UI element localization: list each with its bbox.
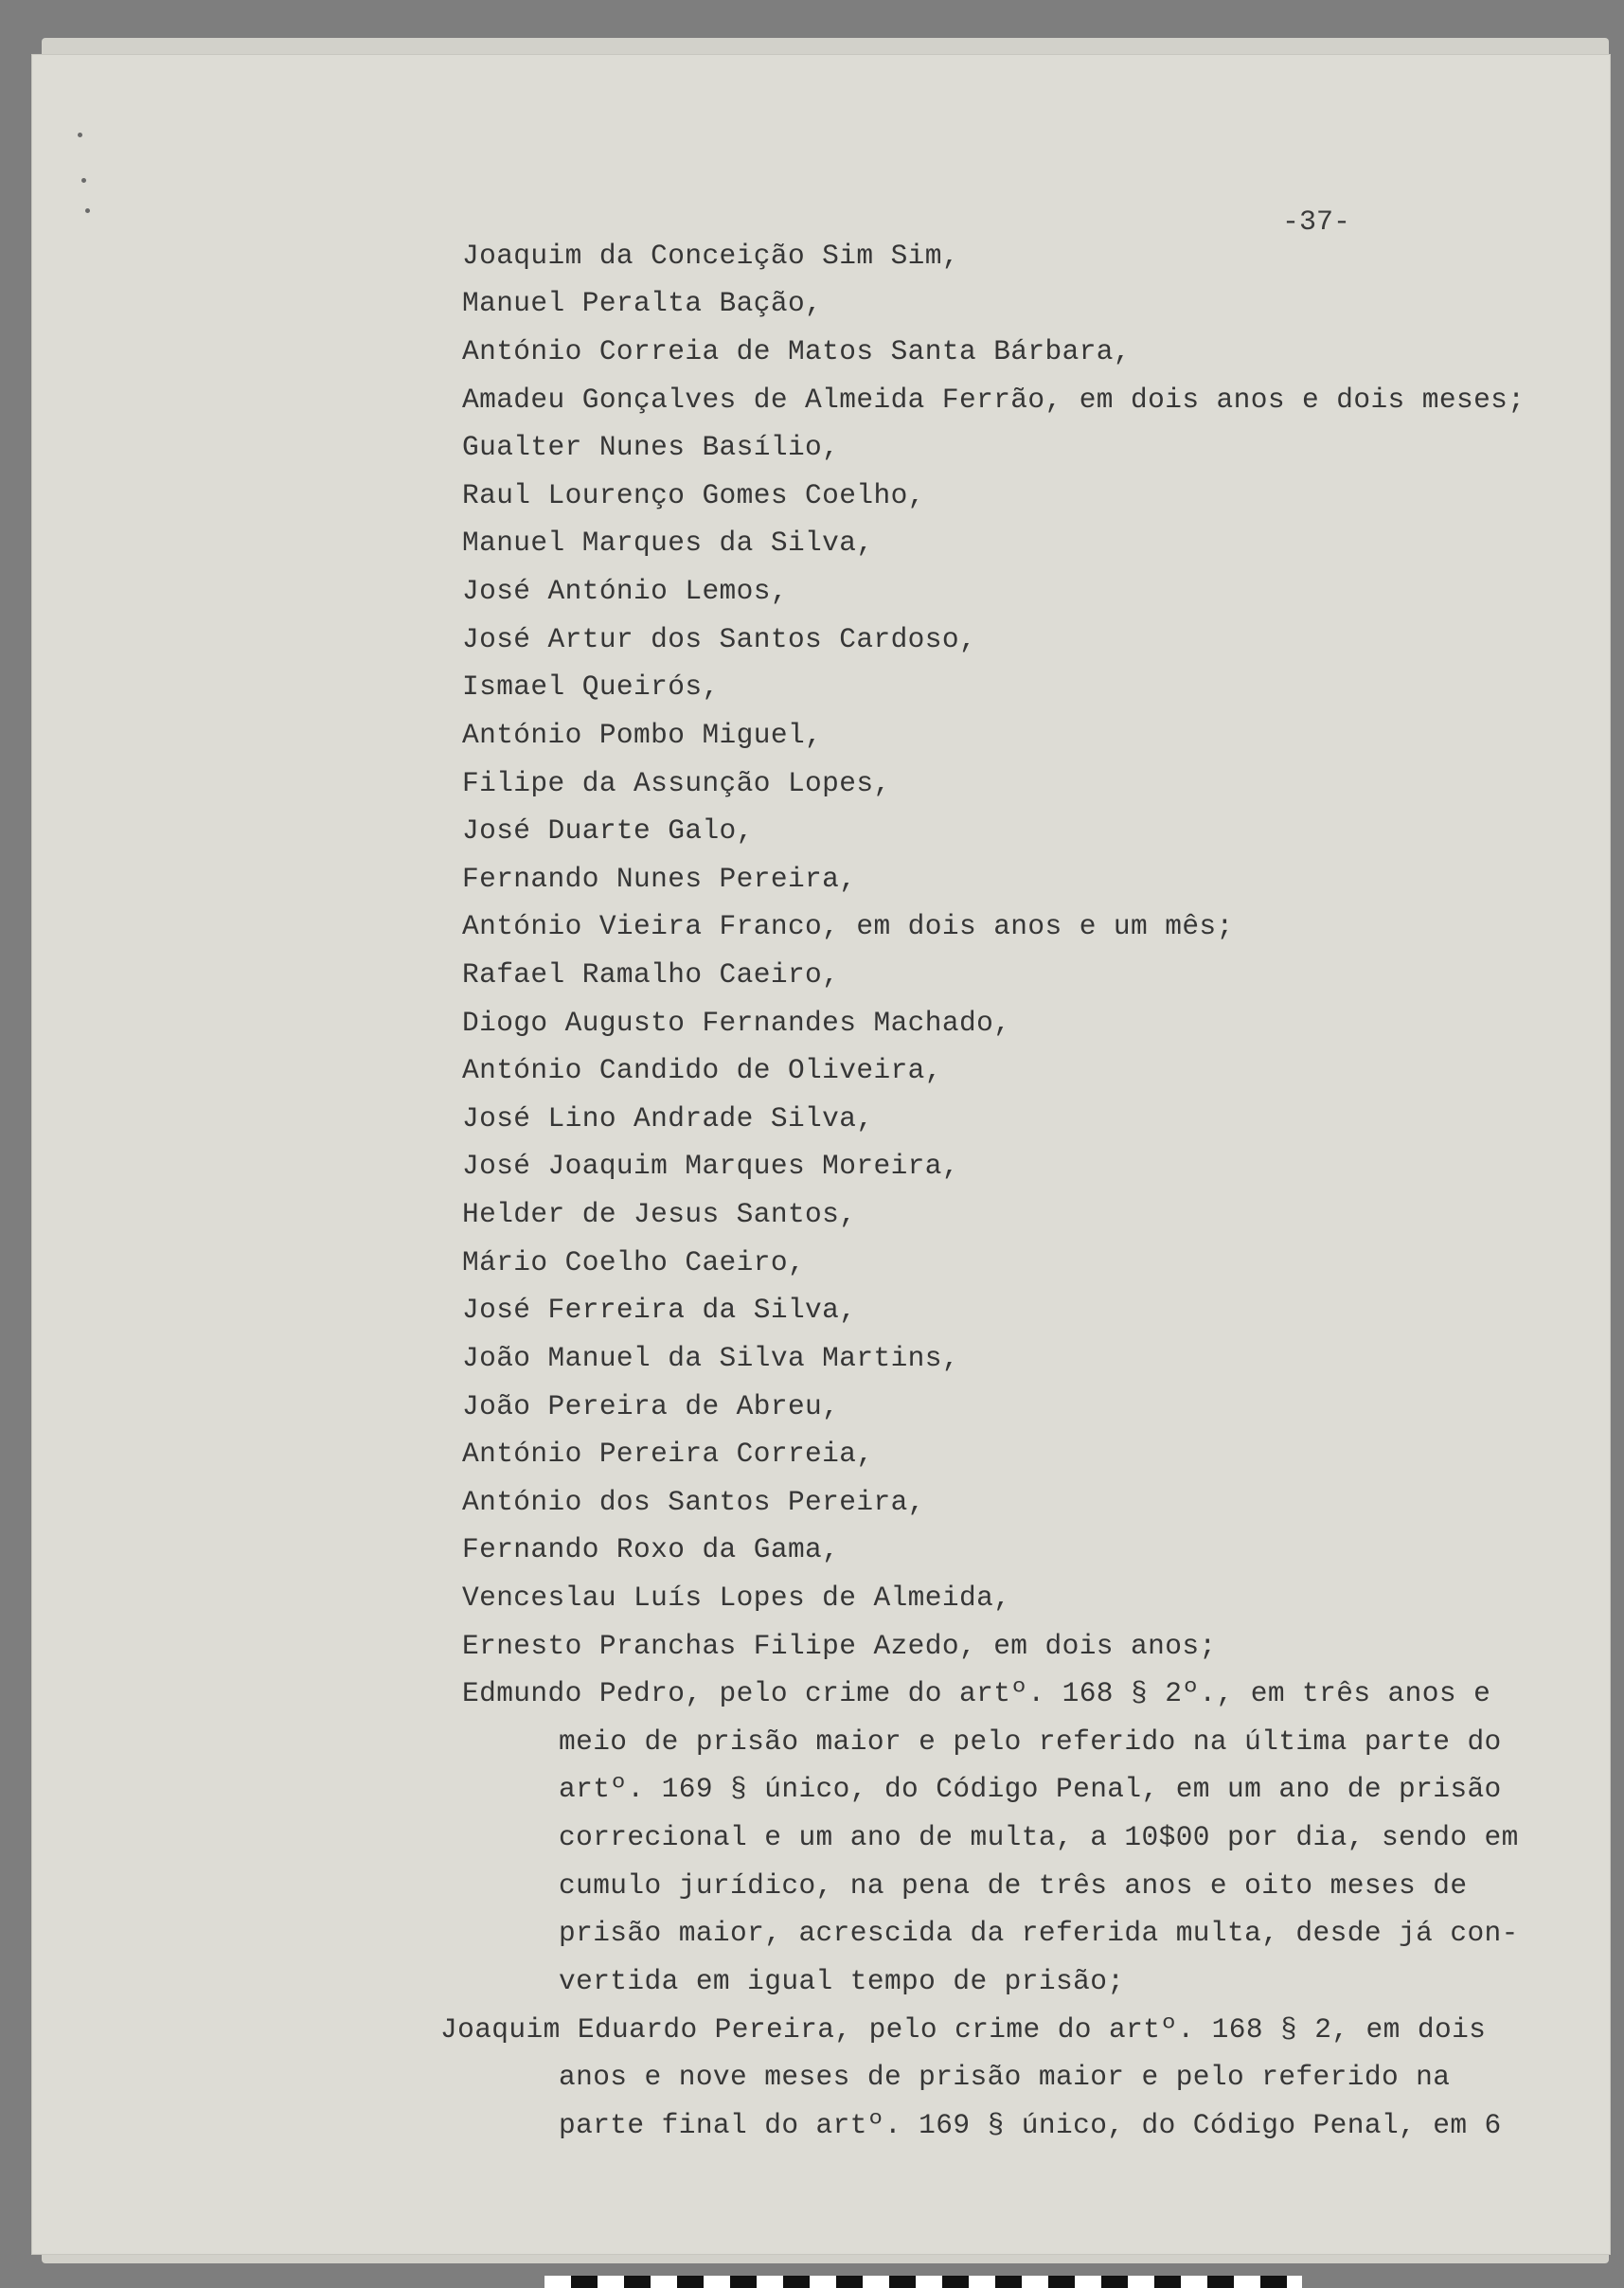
text-line: António Pereira Correia, (462, 1438, 874, 1470)
text-line: Mário Coelho Caeiro, (462, 1246, 806, 1278)
text-line: João Pereira de Abreu, (462, 1390, 840, 1422)
text-line: Helder de Jesus Santos, (462, 1198, 857, 1230)
text-line: Joaquim da Conceição Sim Sim, (462, 240, 959, 272)
text-line: anos e nove meses de prisão maior e pelo referido na (559, 2061, 1451, 2093)
text-line: Rafael Ramalho Caeiro, (462, 958, 840, 991)
text-line: José António Lemos, (462, 575, 788, 607)
text-line: Filipe da Assunção Lopes, (462, 767, 891, 799)
text-line: José Artur dos Santos Cardoso, (462, 623, 977, 655)
text-line: Venceslau Luís Lopes de Almeida, (462, 1582, 1011, 1614)
text-line: Gualter Nunes Basílio, (462, 431, 840, 463)
text-line: Manuel Marques da Silva, (462, 527, 874, 559)
text-line: António Correia de Matos Santa Bárbara, (462, 335, 1132, 367)
text-line: João Manuel da Silva Martins, (462, 1342, 959, 1374)
text-line: António dos Santos Pereira, (462, 1486, 925, 1518)
text-line: Fernando Roxo da Gama, (462, 1533, 840, 1565)
text-line: Joaquim Eduardo Pereira, pelo crime do artº. 168 § 2, em dois (440, 2013, 1487, 2046)
typed-text-body (32, 55, 1610, 2254)
document-page (32, 55, 1610, 2254)
text-line: Raul Lourenço Gomes Coelho, (462, 479, 925, 511)
text-line: Fernando Nunes Pereira, (462, 863, 857, 895)
text-line: cumulo jurídico, na pena de três anos e oito meses de (559, 1869, 1468, 1902)
scan-scale-ruler (544, 2276, 1302, 2288)
text-line: vertida em igual tempo de prisão; (559, 1965, 1125, 1997)
text-line: Edmundo Pedro, pelo crime do artº. 168 § 2º., em três anos e (462, 1677, 1491, 1709)
text-line: António Vieira Franco, em dois anos e um mês; (462, 910, 1234, 942)
text-line: José Joaquim Marques Moreira, (462, 1150, 959, 1182)
text-line: Amadeu Gonçalves de Almeida Ferrão, em dois anos e dois meses; (462, 384, 1526, 416)
text-line: José Duarte Galo, (462, 814, 754, 847)
text-line: parte final do artº. 169 § único, do Código Penal, em 6 (559, 2109, 1502, 2141)
text-line: prisão maior, acrescida da referida multa, desde já con- (559, 1917, 1519, 1949)
text-line: Ismael Queirós, (462, 670, 720, 703)
page-number: -37- (1282, 206, 1351, 239)
text-line: José Lino Andrade Silva, (462, 1102, 874, 1135)
text-line: Manuel Peralta Bação, (462, 287, 823, 319)
text-line: António Pombo Miguel, (462, 719, 823, 751)
text-line: José Ferreira da Silva, (462, 1294, 857, 1326)
text-line: meio de prisão maior e pelo referido na última parte do (559, 1725, 1502, 1758)
text-line: António Candido de Oliveira, (462, 1054, 942, 1086)
text-line: artº. 169 § único, do Código Penal, em um ano de prisão (559, 1773, 1502, 1805)
text-line: Diogo Augusto Fernandes Machado, (462, 1007, 1011, 1039)
text-line: correcional e um ano de multa, a 10$00 por dia, sendo em (559, 1821, 1519, 1853)
text-line: Ernesto Pranchas Filipe Azedo, em dois anos; (462, 1630, 1217, 1662)
